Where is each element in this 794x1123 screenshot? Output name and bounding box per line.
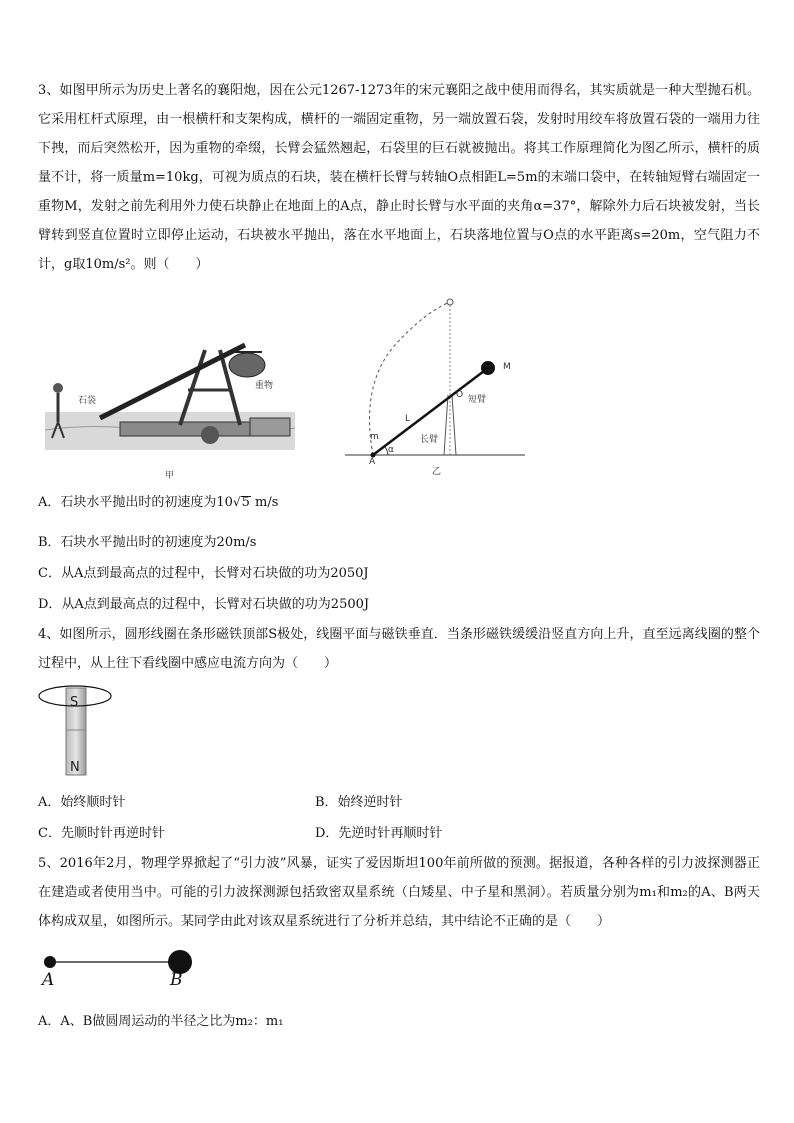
question-5-text: 5、2016年2月，物理学界掀起了“引力波”风暴，证实了爱因斯坦100年前所做的预测。据报道，各种各样的引力波探测器正在建造或者使用当中。可能的引力波探测源包括致密双星系统（白矮星、中子星和黑洞）。若质量分别为m₁和m₂的A、B两天体构成双星，如图所示。某同学由此对该双星系统进行了分析并总结，其中结论不正确的是（ ）	[38, 856, 760, 929]
q3-option-b: B．石块水平抛出时的初速度为20m/s	[38, 535, 257, 550]
q3-option-c: C．从A点到最高点的过程中，长臂对石块做的功为2050J	[38, 566, 369, 581]
magnet-n-label: N	[70, 760, 80, 775]
label-duanbi: 短臂	[468, 395, 487, 405]
q4-option-a: A．始终顺时针	[38, 795, 126, 810]
magnet-s-label: S	[70, 695, 79, 710]
q3-option-a-unit: m/s	[255, 495, 279, 510]
q4-option-d: D．先逆时针再顺时针	[315, 826, 443, 841]
question-3-text: 3、如图甲所示为历史上著名的襄阳炮，因在公元1267-1273年的宋元襄阳之战中使用而得名，其实质就是一种大型抛石机。它采用杠杆式原理，由一根横杆和支架构成，横杆的一端固定重物，另一端放置石袋，发射时用绞车将放置石袋的一端用力往下拽，而后突然松开，因为重物的牵缀，长臂会猛然翘起，石袋里的巨石就被抛出。将其工作原理简化为图乙所示，横杆的质量不计，将一质量m=10kg，可视为质点的石块，装在横杆长臂与转轴O点相距L=5m的末端口袋中，在转轴短臂右端固定一重物M，发射之前先利用外力使石块静止在地面上的A点，静止时长臂与水平面的夹角α=37°，解除外力后石块被发射，当长臂转到竖直位置时立即停止运动，石块被水平抛出，落在水平地面上，石块落地位置与O点的水平距离s=20m，空气阻力不计，g取10m/s²。则（ ）	[38, 83, 760, 272]
figure-yi-caption: 乙	[432, 467, 442, 477]
q3-option-a-prefix: A．石块水平抛出时的初速度为10	[38, 495, 233, 510]
q3-option-a: A．石块水平抛出时的初速度为10√5 m/s	[38, 495, 279, 510]
question-4-text: 4、如图所示，圆形线圈在条形磁铁顶部S极处，线圈平面与磁铁垂直．当条形磁铁缓缓沿竖直方向上升，直至远离线圈的整个过程中，从上往下看线圈中感应电流方向为（ ）	[38, 627, 760, 671]
label-alpha: α	[388, 445, 394, 455]
q5-option-a: A．A、B做圆周运动的半径之比为m₂：m₁	[38, 1014, 284, 1029]
label-m: m	[370, 432, 379, 442]
star-b-label: B	[170, 970, 183, 990]
q4-option-c: C．先顺时针再逆时针	[38, 826, 165, 841]
star-a-label: A	[42, 970, 55, 990]
label-shidai: 石袋	[78, 396, 97, 406]
label-M: M	[503, 362, 511, 372]
q3-option-a-radicand: 5	[241, 495, 250, 510]
label-changbi: 长臂	[420, 435, 439, 445]
label-A: A	[369, 457, 376, 467]
label-O: O	[456, 390, 464, 400]
magnet-coil-figure	[36, 680, 126, 780]
figure-jia-caption: 甲	[165, 471, 175, 481]
q4-option-b: B．始终逆时针	[315, 795, 403, 810]
label-L: L	[405, 414, 411, 424]
label-zhongwu: 重物	[255, 381, 274, 391]
q3-option-d: D．从A点到最高点的过程中，长臂对石块做的功为2500J	[38, 597, 370, 612]
